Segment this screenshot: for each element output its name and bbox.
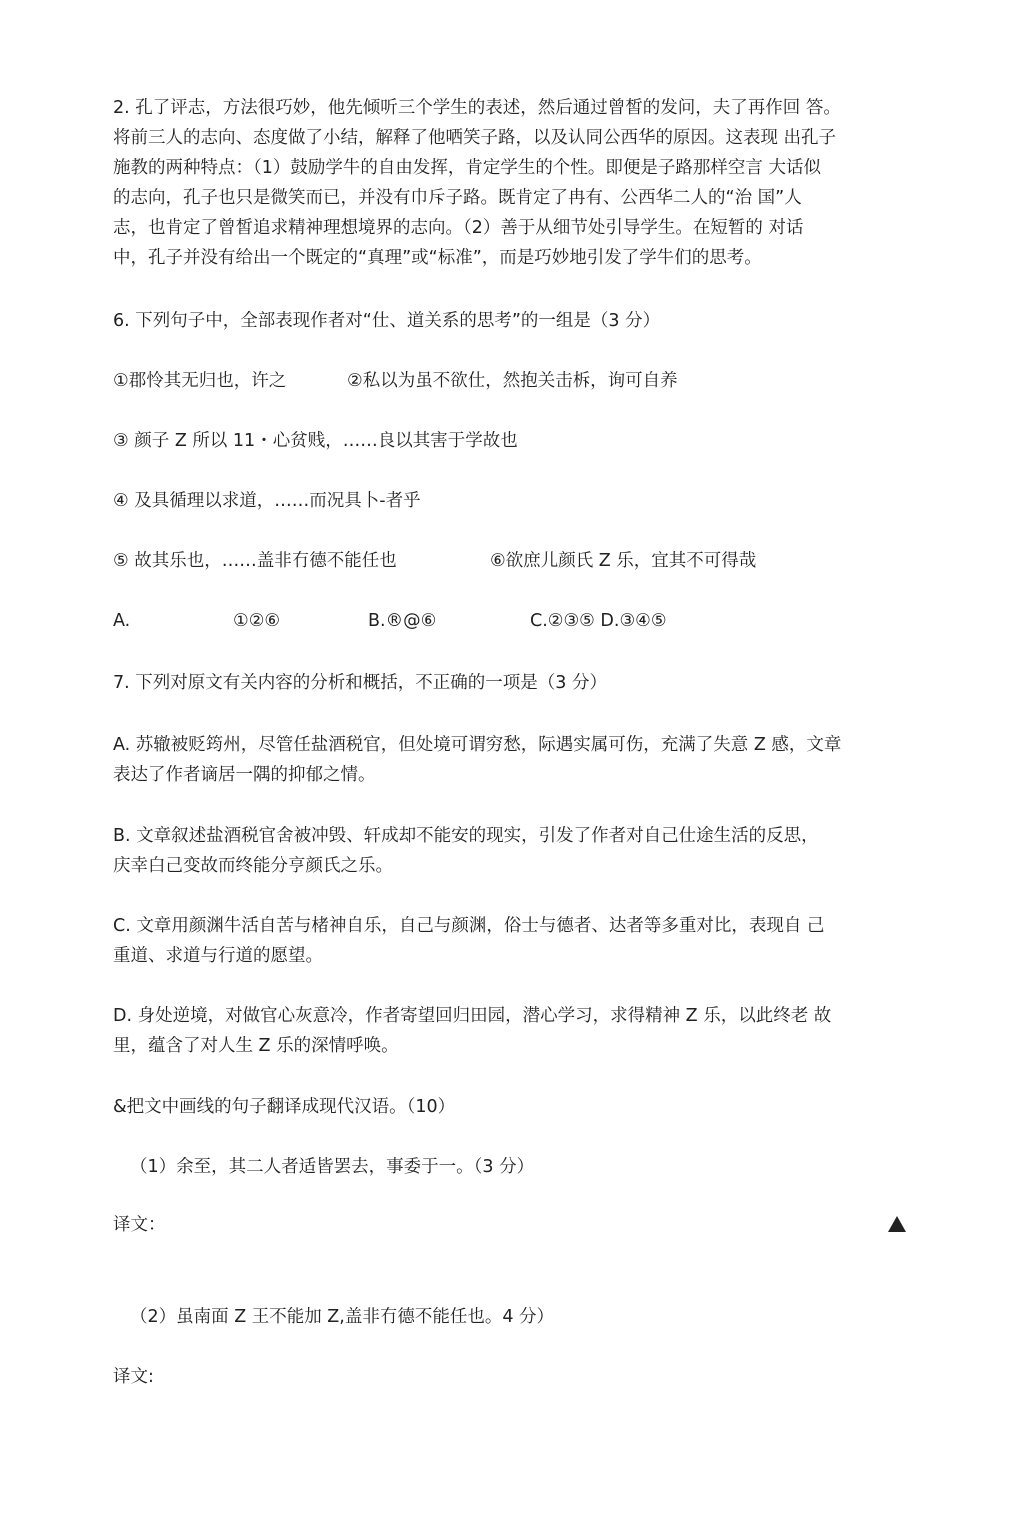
q7-option-c-line: C. 文章用颜渊牛活自苦与楮神自乐，自己与颜渊，俗士与德者、达者等多重对比，表现自 己 xyxy=(113,916,825,936)
q7-option-b-line: 庆幸白己变故而终能分亨颜氏之乐。 xyxy=(113,856,393,876)
q7-option-d-line: 里，蕴含了对人生 Z 乐的深情呼唤。 xyxy=(113,1036,399,1056)
intro-line: 2. 孔了评志，方法很巧妙，他先倾听三个学生的表述，然后通过曾皙的发问，夫了再作回 答。 xyxy=(113,98,841,118)
q6-sentence-5: ⑤ 故其乐也，……盖非冇德不能任也 xyxy=(113,551,397,571)
q6-sentence-4: ④ 及具循理以求道，……而况具卜-者乎 xyxy=(113,491,421,511)
q6-sentence-1: ①郡怜其无归也，许之 xyxy=(113,371,287,391)
question-7-stem: 7. 下列对原文有关内容的分析和概括，不正确的一项是（3 分） xyxy=(113,673,607,693)
q7-option-b xyxy=(113,821,913,881)
q7-option-d-line: D. 身处逆境，对做官心灰意冷，作者寄望回归田园，潜心学习，求得精神 Z 乐，以此终老 故 xyxy=(113,1006,832,1026)
q6-option-a: ①②⑥ xyxy=(233,611,281,631)
intro-line: 将前三人的志向、态度做了小结，解释了他哂笑子路，以及认同公西华的原因。这表现 出孔子 xyxy=(113,128,837,148)
q7-option-a xyxy=(113,730,913,790)
q6-sentence-3: ③ 颜子 Z 所以 11・心贫贱，……良以其害于学故也 xyxy=(113,431,518,451)
q8-sub-question-2: （2）虽南面 Z 王不能加 Z,盖非冇德不能任也。4 分） xyxy=(130,1307,555,1327)
q8-answer-2-label: 译文: xyxy=(113,1367,154,1387)
q6-option-c-d: C.②③⑤ D.③④⑤ xyxy=(530,611,667,631)
question-8-stem: &把文中画线的句子翻译成现代汉语。（10） xyxy=(113,1097,456,1117)
intro-line: 的志向，孔子也只是微笑而已，并没有巾斥子路。既肯定了冉有、公西华二人的“治 国”人 xyxy=(113,188,802,208)
intro-line: 中，孔子并没有给出一个既定的“真理”或“标准”，而是巧妙地引发了学牛们的思考。 xyxy=(113,248,762,268)
intro-line: 施教的两种特点：（1）鼓励学牛的自由发挥，肯定学生的个性。即便是子路那样空言 大话似 xyxy=(113,158,821,178)
intro-line: 志，也肯定了曾皙追求精神理想境界的志向。（2）善于从细节处引导学生。在短暂的 对话 xyxy=(113,218,804,238)
q8-answer-1-label: 译文： xyxy=(113,1215,166,1235)
triangle-up-icon xyxy=(888,1216,906,1232)
question-6-stem: 6. 下列句子中，全部表现作者对“仕、道关系的思考”的一组是（3 分） xyxy=(113,311,661,331)
q6-sentence-2: ②私以为虽不欲仕，然抱关击柝，询可自养 xyxy=(347,371,678,391)
q8-sub-question-1: （1）余至，其二人者适皆罢去，事委于一。（3 分） xyxy=(130,1157,535,1177)
q7-option-c xyxy=(113,911,913,971)
q7-option-c-line: 重道、求道与行道的愿望。 xyxy=(113,946,323,966)
q6-option-a-label: A. xyxy=(113,611,131,631)
q6-option-b: B.®@⑥ xyxy=(368,611,437,631)
q7-option-d xyxy=(113,1001,913,1061)
q7-option-a-line: A. 苏辙被贬筠州，尽管任盐酒税官，但处境可谓穷愁，际遇实属可伤，充满了失意 Z 感，文章 xyxy=(113,735,842,755)
q7-option-a-line: 表达了作者谪居一隅的抑郁之情。 xyxy=(113,765,376,785)
q6-sentence-6: ⑥欲庶儿颜氏 Z 乐，宜其不可得哉 xyxy=(490,551,757,571)
intro-paragraph xyxy=(113,93,913,273)
q7-option-b-line: B. 文章叙述盐酒税官舍被冲毁、轩成却不能安的现实，引发了作者对自己仕途生活的反思， xyxy=(113,826,819,846)
